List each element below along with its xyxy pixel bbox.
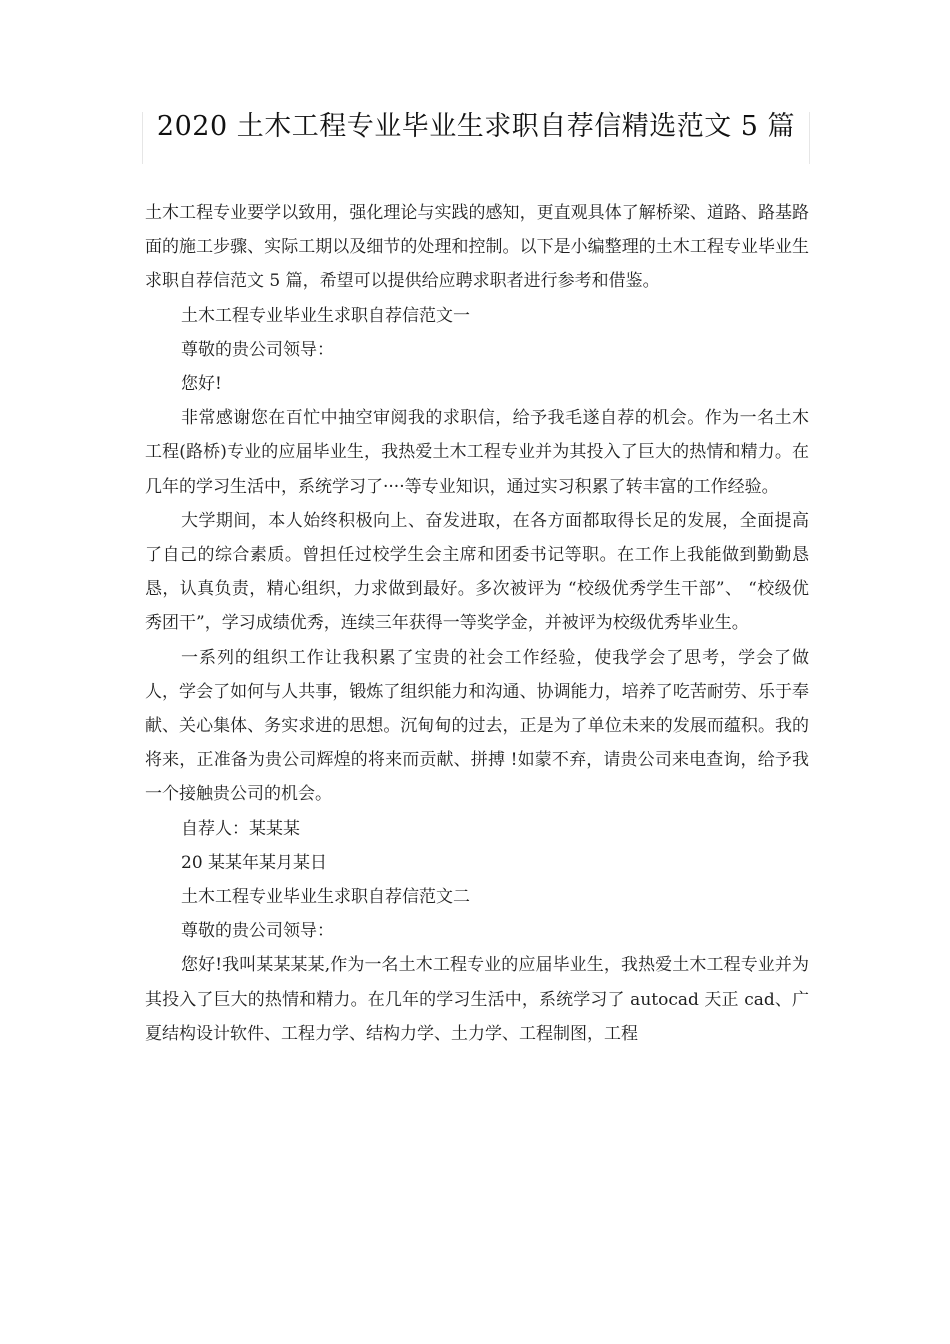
document-title: 2020 土木工程专业毕业生求职自荐信精选范文 5 篇 bbox=[142, 112, 810, 164]
body-paragraph: 大学期间，本人始终积极向上、奋发进取，在各方面都取得长足的发展，全面提高了自己的综合素质。曾担任过校学生会主席和团委书记等职。在工作上我能做到勤勤恳恳，认真负责，精心组织，力求做到最好。多次被评为 “校级优秀学生干部”、 “校级优秀团干”，学习成绩优秀，连续三年获得一等奖学金，并被评为校级优秀毕业生。 bbox=[145, 510, 809, 634]
body-paragraph: 非常感谢您在百忙中抽空审阅我的求职信，给予我毛遂自荐的机会。作为一名土木工程(路桥)专业的应届毕业生，我热爱土木工程专业并为其投入了巨大的热情和精力。在几年的学习生活中，系统学习了····等专业知识，通过实习积累了转丰富的工作经验。 bbox=[145, 408, 809, 497]
intro-paragraph: 土木工程专业要学以致用，强化理论与实践的感知，更直观具体了解桥梁、道路、路基路面的施工步骤、实际工期以及细节的处理和控制。以下是小编整理的土木工程专业毕业生求职自荐信范文 5 篇，希望可以提供给应聘求职者进行参考和借鉴。 bbox=[145, 203, 809, 292]
signature-line: 自荐人：某某某 bbox=[181, 818, 300, 839]
section-heading-1: 土木工程专业毕业生求职自荐信范文一 bbox=[181, 305, 470, 326]
salutation: 尊敬的贵公司领导： bbox=[181, 921, 334, 942]
body-paragraph: 一系列的组织工作让我积累了宝贵的社会工作经验，使我学会了思考，学会了做人，学会了如何与人共事，锻炼了组织能力和沟通、协调能力，培养了吃苦耐劳、乐于奉献、关心集体、务实求进的思想。沉甸甸的过去，正是为了单位未来的发展而蕴积。我的将来，正准备为贵公司辉煌的将来而贡献、拼搏 !如蒙不弃，请贵公司来电查询，给予我一个接触贵公司的机会。 bbox=[145, 647, 809, 805]
greeting: 您好! bbox=[181, 374, 222, 395]
body-paragraph: 您好!我叫某某某某,作为一名土木工程专业的应届毕业生，我热爱土木工程专业并为其投入了巨大的热情和精力。在几年的学习生活中，系统学习了 autocad 天正 cad、广夏结构设计软件、工程力学、结构力学、土力学、工程制图，工程 bbox=[145, 955, 810, 1044]
document-body bbox=[145, 196, 809, 1051]
section-heading-2: 土木工程专业毕业生求职自荐信范文二 bbox=[181, 887, 470, 908]
date-line: 20 某某年某月某日 bbox=[181, 852, 328, 873]
salutation: 尊敬的贵公司领导： bbox=[181, 339, 334, 360]
